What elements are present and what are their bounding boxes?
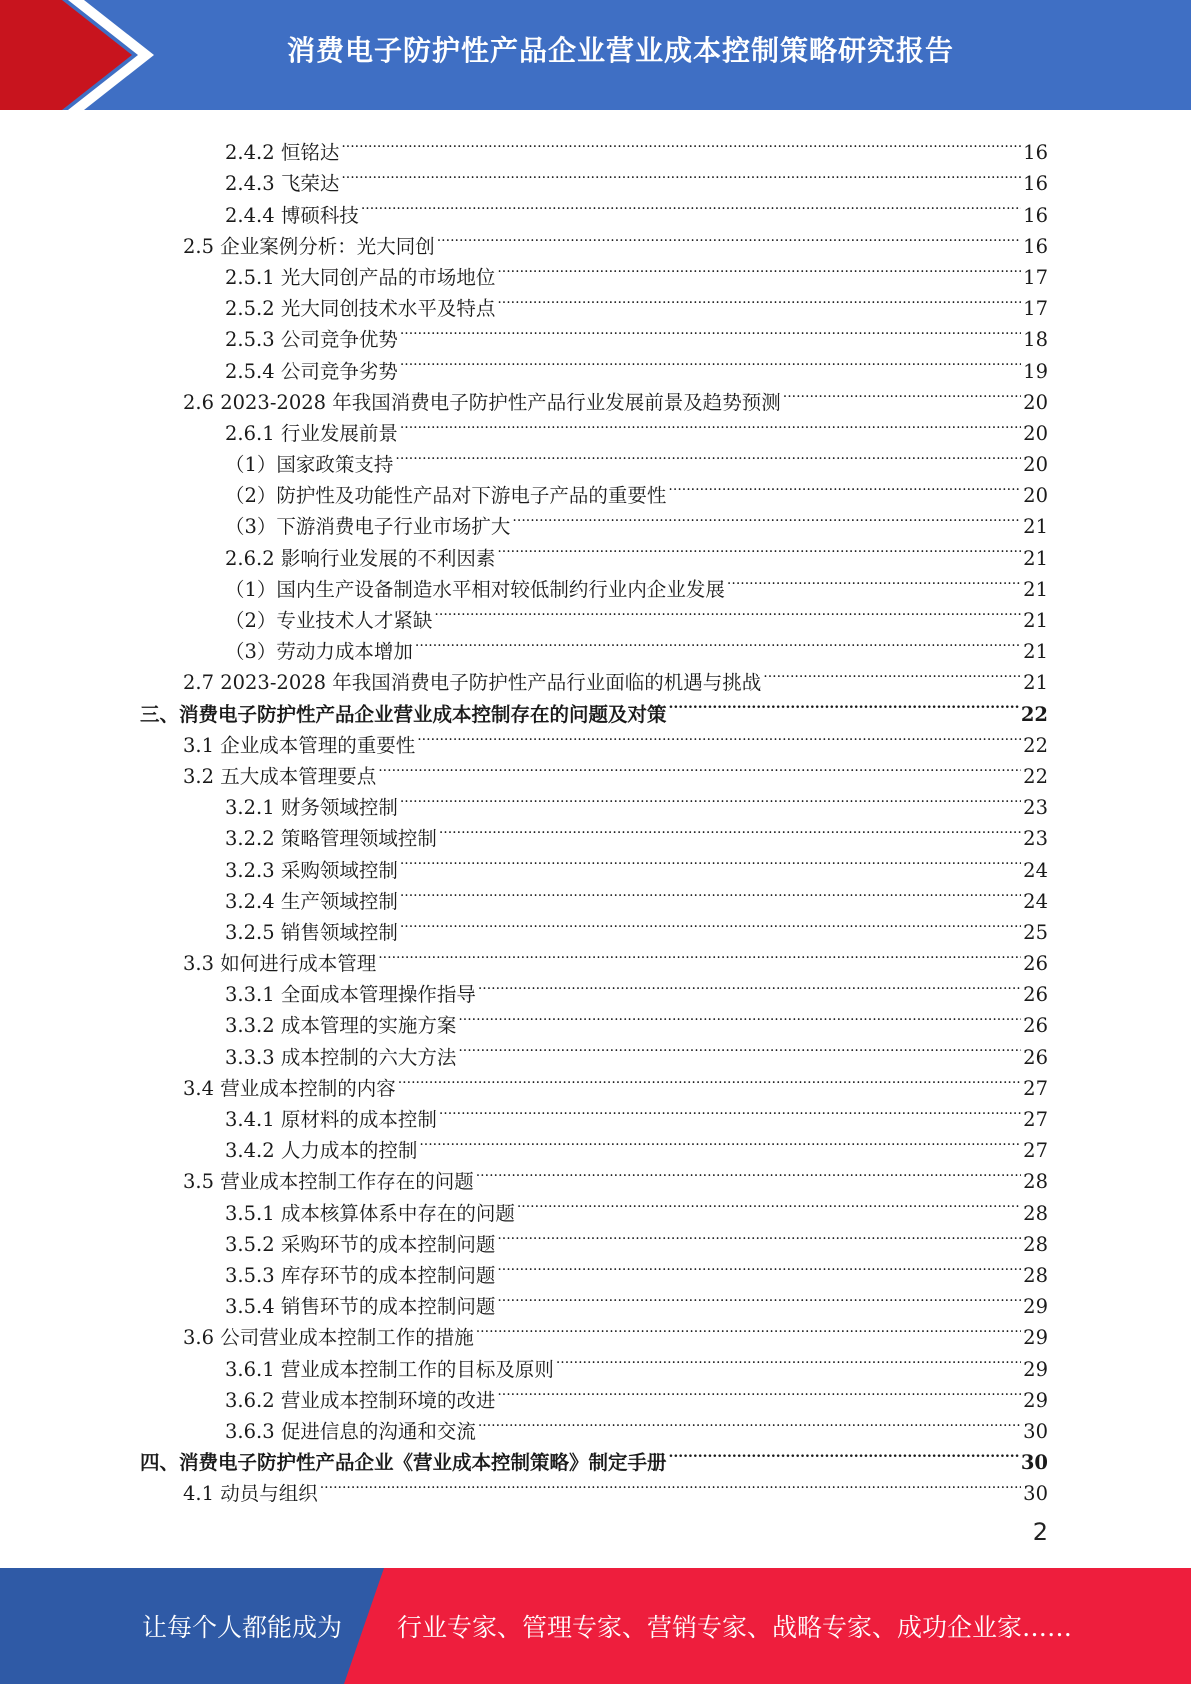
toc-entry-page: 23 (1023, 796, 1048, 820)
toc-entry-page: 22 (1023, 733, 1048, 757)
toc-entry-title: 3.6 公司营业成本控制工作的措施 (183, 1326, 474, 1350)
toc-entry-title: （1）国家政策支持 (225, 453, 394, 477)
toc-entry-title: 2.5.3 公司竞争优势 (225, 328, 398, 352)
toc-entry-title: 3.2.2 策略管理领域控制 (225, 827, 437, 851)
toc-dot-leader (497, 1251, 1021, 1282)
toc-dot-leader (437, 222, 1021, 253)
toc-dot-leader (400, 315, 1021, 346)
page-header (0, 0, 1191, 110)
toc-entry-page: 21 (1023, 577, 1048, 601)
toc-entry-page: 26 (1023, 1014, 1048, 1038)
toc-entry-title: 2.4.3 飞荣达 (225, 172, 340, 196)
toc-dot-leader (439, 814, 1021, 845)
toc-dot-leader (458, 1032, 1021, 1063)
toc-entry-title: 3.3 如何进行成本管理 (183, 952, 377, 976)
toc-dot-leader (497, 284, 1021, 315)
toc-entry-page: 30 (1020, 1451, 1048, 1475)
toc-entry-page: 28 (1023, 1232, 1048, 1256)
toc-entry-page: 21 (1023, 609, 1048, 632)
page-number: 2 (1032, 1518, 1048, 1546)
toc-entry-title: 3.2.1 财务领域控制 (225, 796, 398, 820)
toc-entry-page: 16 (1023, 141, 1048, 165)
toc-dot-leader (378, 752, 1021, 783)
toc-dot-leader (400, 908, 1021, 939)
toc-dot-leader (783, 378, 1021, 409)
header-title: 消费电子防护性产品企业营业成本控制策略研究报告 (286, 34, 954, 67)
toc-entry-page: 29 (1023, 1357, 1048, 1381)
toc-entry-page: 29 (1023, 1295, 1048, 1319)
toc-entry-page: 30 (1023, 1482, 1048, 1506)
toc-entry-page: 26 (1023, 983, 1048, 1007)
toc-entry-title: 3.6.1 营业成本控制工作的目标及原则 (225, 1357, 554, 1381)
toc-entry-title: 3.4.2 人力成本的控制 (225, 1139, 418, 1163)
toc-entry-page: 28 (1023, 1201, 1048, 1225)
toc-dot-leader (415, 627, 1021, 658)
toc-dot-leader (361, 190, 1021, 221)
toc-entry-page: 21 (1023, 671, 1048, 695)
toc-entry-title: 3.6.3 促进信息的沟通和交流 (225, 1419, 476, 1443)
toc-entry-page: 20 (1023, 421, 1048, 445)
toc-entry-title: 2.4.2 恒铭达 (225, 141, 340, 165)
toc-entry-title: 3.5.3 库存环节的成本控制问题 (225, 1263, 496, 1287)
toc-entry-title: 2.5.1 光大同创产品的市场地位 (225, 265, 496, 289)
toc-entry-title: （1）国内生产设备制造水平相对较低制约行业内企业发展 (225, 577, 725, 601)
toc-entry-page: 21 (1023, 515, 1048, 539)
toc-entry-title: （2）专业技术人才紧缺 (225, 609, 433, 632)
toc-entry-page: 21 (1023, 546, 1048, 570)
toc-entry-title: 2.6.1 行业发展前景 (225, 421, 398, 445)
toc-dot-leader (341, 128, 1021, 159)
toc-dot-leader (478, 970, 1021, 1001)
toc-entry-page: 23 (1023, 827, 1048, 851)
toc-dot-leader (417, 721, 1021, 752)
toc-entry-page: 17 (1023, 297, 1048, 321)
toc-entry-title: 3.4.1 原材料的成本控制 (225, 1108, 437, 1131)
toc-dot-leader (556, 1344, 1021, 1375)
toc-entry-title: （3）劳动力成本增加 (225, 640, 413, 664)
toc-dot-leader (727, 565, 1021, 596)
toc-dot-leader (497, 1220, 1021, 1251)
toc-entry-page: 22 (1020, 702, 1048, 726)
toc-dot-leader (763, 658, 1021, 689)
toc-dot-leader (400, 409, 1021, 440)
toc-entry-page: 22 (1023, 764, 1048, 788)
toc-dot-leader (668, 471, 1021, 502)
toc-entry-title: 2.5 企业案例分析：光大同创 (183, 234, 435, 258)
toc-entry-page: 24 (1023, 889, 1048, 913)
toc-dot-leader (476, 1313, 1021, 1344)
toc-dot-leader (320, 1469, 1021, 1500)
toc-entry-page: 26 (1023, 952, 1048, 976)
footer-slogan-right: 行业专家、管理专家、营销专家、战略专家、成功企业家…… (397, 1613, 1073, 1642)
toc-entry-title: 3.3.2 成本管理的实施方案 (225, 1014, 457, 1038)
toc-entry-title: 三、消费电子防护性产品企业营业成本控制存在的问题及对策 (140, 702, 667, 726)
toc-entry-title: 2.4.4 博硕科技 (225, 203, 359, 227)
toc-entry-page: 16 (1023, 172, 1048, 196)
toc-dot-leader (439, 1095, 1021, 1126)
toc-entry-page: 25 (1023, 920, 1048, 944)
toc-entry-page: 20 (1023, 453, 1048, 477)
toc-entry-title: 3.5.2 采购环节的成本控制问题 (225, 1232, 496, 1256)
toc-entry-title: 2.7 2023-2028 年我国消费电子防护性产品行业面临的机遇与挑战 (183, 671, 762, 695)
toc-dot-leader (400, 877, 1021, 908)
toc-entry-title: 2.6.2 影响行业发展的不利因素 (225, 546, 496, 570)
toc-dot-leader (419, 1126, 1021, 1157)
toc-entry-title: 四、消费电子防护性产品企业《营业成本控制策略》制定手册 (140, 1451, 667, 1475)
toc-entry-title: （2）防护性及功能性产品对下游电子产品的重要性 (225, 484, 667, 508)
toc-dot-leader (341, 159, 1021, 190)
toc-entry-page: 20 (1023, 390, 1048, 414)
toc-dot-leader (512, 502, 1021, 533)
toc-entry-page: 19 (1023, 359, 1048, 383)
toc-entry-title: 3.2.4 生产领域控制 (225, 889, 398, 913)
toc-entry-title: 3.5 营业成本控制工作存在的问题 (183, 1170, 474, 1194)
toc-dot-leader (434, 596, 1021, 627)
toc-entry-title: 2.6 2023-2028 年我国消费电子防护性产品行业发展前景及趋势预测 (183, 390, 781, 414)
toc-entry-page: 26 (1023, 1045, 1048, 1069)
toc-dot-leader (395, 440, 1021, 471)
toc-entry-title: 3.5.4 销售环节的成本控制问题 (225, 1295, 496, 1319)
toc-dot-leader (517, 1188, 1021, 1219)
toc-entry-page: 17 (1023, 265, 1048, 289)
toc-entry-title: 3.2.3 采购领域控制 (225, 858, 398, 882)
toc-dot-leader (400, 845, 1021, 876)
toc-entry-page: 29 (1023, 1326, 1048, 1350)
toc-entry-page: 27 (1023, 1139, 1048, 1163)
toc-entry-title: （3）下游消费电子行业市场扩大 (225, 515, 511, 539)
toc-entry-page: 30 (1023, 1419, 1048, 1443)
toc-entry-title: 2.5.2 光大同创技术水平及特点 (225, 297, 496, 321)
toc-entry-page: 29 (1023, 1388, 1048, 1412)
toc-entry-page: 21 (1023, 640, 1048, 664)
toc-dot-leader (398, 1064, 1021, 1095)
toc-entry-page: 20 (1023, 484, 1048, 508)
toc-dot-leader (458, 1001, 1021, 1032)
toc-entry-page: 18 (1023, 328, 1048, 352)
toc-entry-page: 16 (1023, 203, 1048, 227)
toc-entry-page: 27 (1023, 1108, 1048, 1131)
table-of-contents (140, 128, 1048, 1506)
toc-dot-leader (669, 1438, 1019, 1469)
toc-entry-title: 3.5.1 成本核算体系中存在的问题 (225, 1201, 515, 1225)
toc-dot-leader (669, 689, 1019, 720)
toc-entry-title: 3.4 营业成本控制的内容 (183, 1076, 396, 1100)
toc-dot-leader (476, 1157, 1021, 1188)
toc-entry-page: 16 (1023, 234, 1048, 258)
toc-entry-title: 3.2.5 销售领域控制 (225, 920, 398, 944)
toc-dot-leader (400, 346, 1021, 377)
toc-entry-page: 24 (1023, 858, 1048, 882)
toc-dot-leader (497, 253, 1021, 284)
toc-entry-title: 3.1 企业成本管理的重要性 (183, 733, 416, 757)
toc-dot-leader (497, 1282, 1021, 1313)
toc-entry-title: 3.2 五大成本管理要点 (183, 764, 377, 788)
toc-entry-title: 2.5.4 公司竞争劣势 (225, 359, 398, 383)
toc-dot-leader (497, 1376, 1021, 1407)
toc-entry-page: 27 (1023, 1076, 1048, 1100)
toc-dot-leader (478, 1407, 1021, 1438)
toc-entry-page: 28 (1023, 1263, 1048, 1287)
page-footer (0, 1568, 1191, 1684)
toc-entry-title: 4.1 动员与组织 (183, 1482, 318, 1506)
toc-entry-title: 3.3.1 全面成本管理操作指导 (225, 983, 476, 1007)
toc-entry-title: 3.3.3 成本控制的六大方法 (225, 1045, 457, 1069)
toc-dot-leader (497, 533, 1021, 564)
toc-entry-page: 28 (1023, 1170, 1048, 1194)
toc-entry[interactable] (140, 128, 1048, 165)
toc-dot-leader (378, 939, 1021, 970)
toc-dot-leader (400, 783, 1021, 814)
toc-entry-title: 3.6.2 营业成本控制环境的改进 (225, 1388, 496, 1412)
header-arrow-decoration (0, 0, 160, 110)
footer-slogan-left: 让每个人都能成为 (142, 1613, 343, 1642)
